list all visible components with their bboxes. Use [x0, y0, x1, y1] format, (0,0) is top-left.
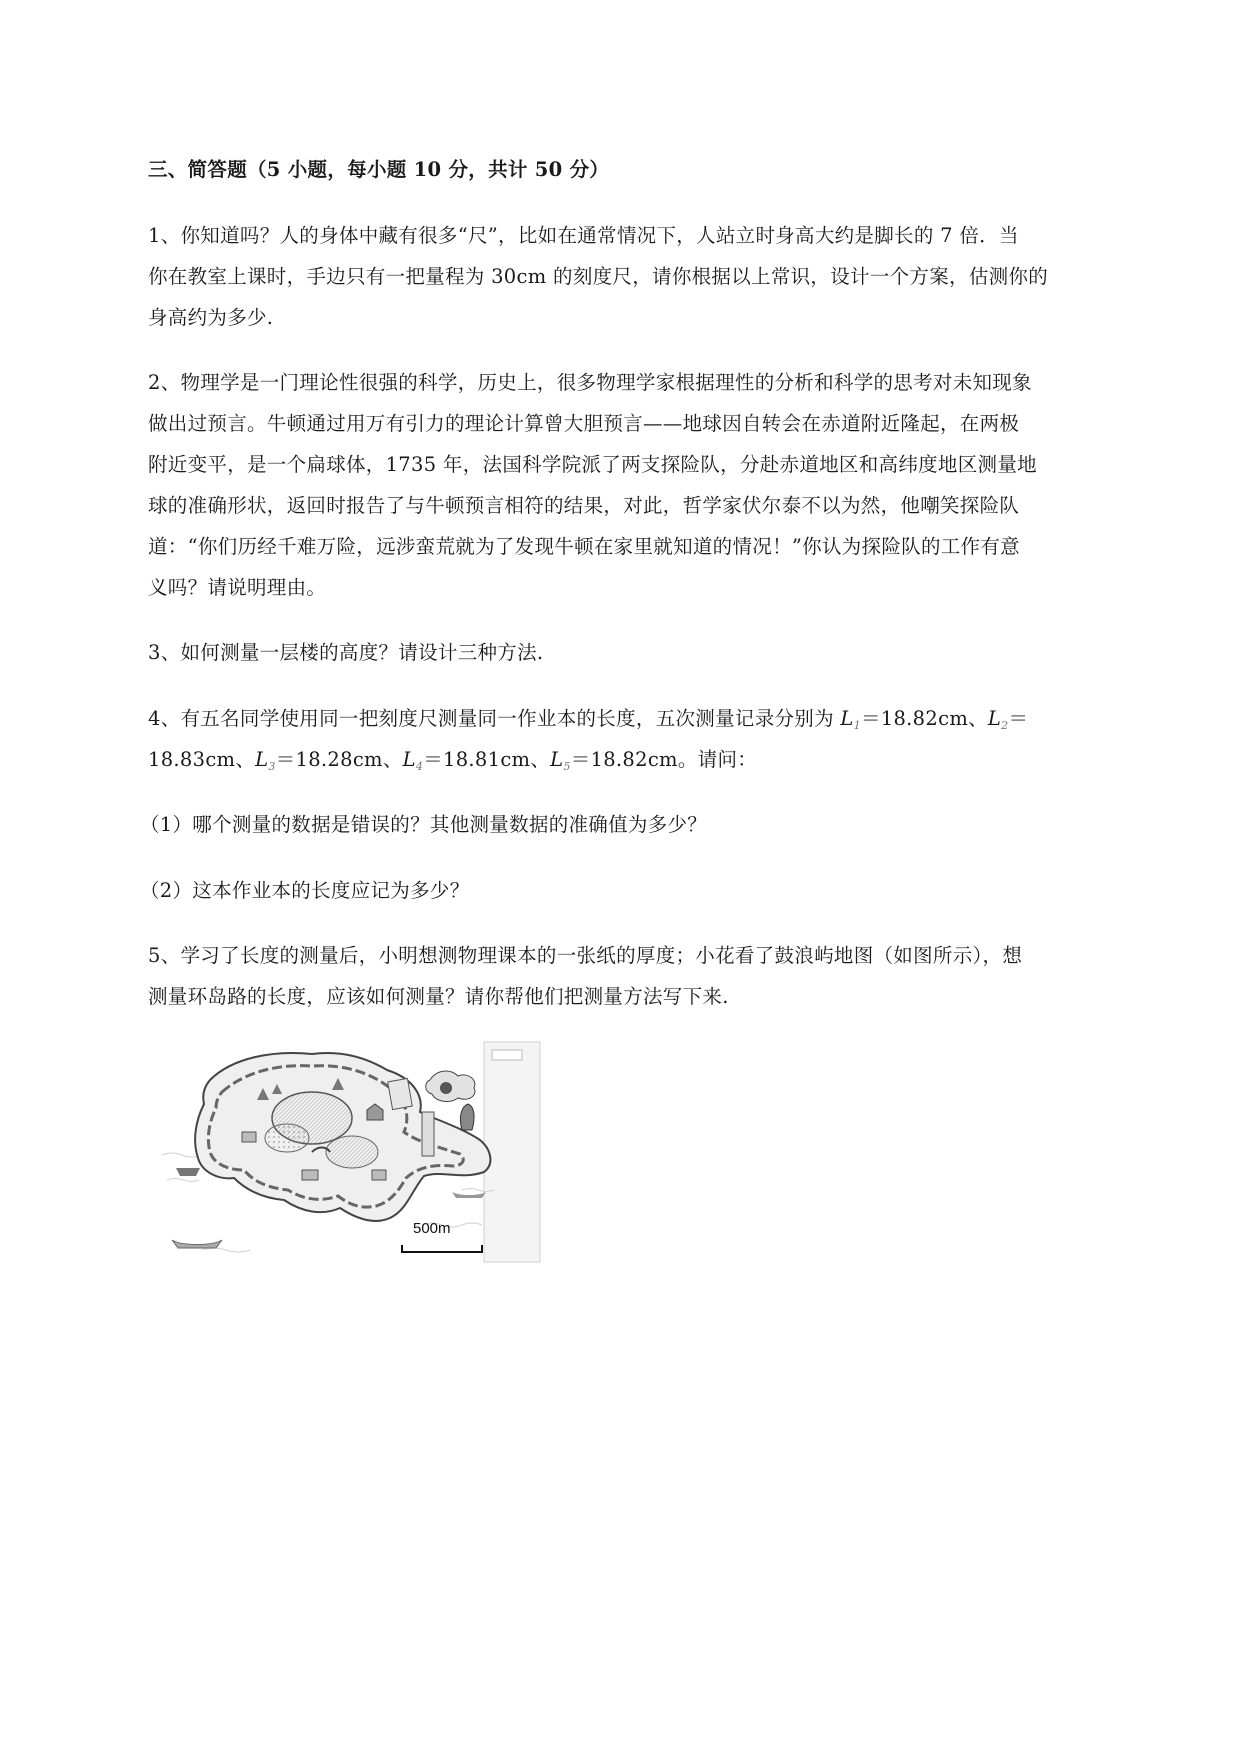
- q1-line-3: 身高约为多少.: [148, 306, 274, 329]
- scale-bar: [402, 1245, 482, 1252]
- q3-text: 3、如何测量一层楼的高度？请设计三种方法.: [148, 641, 544, 664]
- q2-line-6: 义吗？请说明理由。: [148, 576, 327, 599]
- statue-illustration: [460, 1104, 474, 1130]
- boat-left: [176, 1168, 200, 1176]
- q2-line-2: 做出过预言。牛顿通过用万有引力的理论计算曾大胆预言——地球因自转会在赤道附近隆起，在两极: [148, 412, 1020, 435]
- q1-line-1: 1、你知道吗？人的身体中藏有很多“尺”，比如在通常情况下，人站立时身高大约是脚长的 7 倍．当: [148, 224, 1019, 247]
- measurement-l1-value: ＝18.82cm、: [860, 707, 988, 730]
- q4-line-2: [148, 750, 757, 772]
- map-illustration: [162, 1040, 542, 1265]
- q5-line-2: 测量环岛路的长度，应该如何测量？请你帮他们把测量方法写下来.: [148, 985, 729, 1008]
- measurement-l2-value: 18.83cm、: [148, 748, 256, 771]
- scale-bar-label: 500m: [413, 1220, 451, 1237]
- measurement-l3-symbol: $L_3$: [255, 748, 276, 773]
- q2-line-1: 2、物理学是一门理论性很强的科学，历史上，很多物理学家根据理性的分析和科学的思考对未知现象: [148, 371, 1032, 394]
- boat-bottom: [172, 1240, 222, 1248]
- map-side-panel: [484, 1042, 540, 1262]
- q2-line-3: 附近变平，是一个扁球体，1735 年，法国科学院派了两支探险队，分赴赤道地区和高纬度地区测量地: [148, 453, 1037, 476]
- q1-line-2: 你在教室上课时，手边只有一把量程为 30cm 的刻度尺，请你根据以上常识，设计一个方案，估测你的: [148, 265, 1049, 288]
- q2-line-4: 球的准确形状，返回时报告了与牛顿预言相符的结果，对此，哲学家伏尔泰不以为然，他嘲笑探险队: [148, 494, 1020, 517]
- q4-part-1: （1）哪个测量的数据是错误的？其他测量数据的准确值为多少？: [140, 813, 708, 836]
- measurement-l4-value: ＝18.81cm、: [423, 748, 551, 771]
- q2-line-5: 道：“你们历经千难万险，远涉蛮荒就为了发现牛顿在家里就知道的情况！”你认为探险队的工作有意: [148, 535, 1020, 558]
- measurement-l4-symbol: $L_4$: [402, 748, 424, 773]
- q4-line-1: [148, 709, 1028, 731]
- q4-part-2: （2）这本作业本的长度应记为多少？: [140, 879, 470, 902]
- q4-intro: 4、有五名同学使用同一把刻度尺测量同一作业本的长度，五次测量记录分别为: [148, 707, 841, 730]
- section-title: 三、简答题（5 小题，每小题 10 分，共计 50 分）: [148, 158, 610, 181]
- q5-line-1: 5、学习了长度的测量后，小明想测物理课本的一张纸的厚度；小花看了鼓浪屿地图（如图所示），想: [148, 944, 1023, 967]
- measurement-l2-symbol: $L_2$: [987, 707, 1009, 732]
- measurement-l5-value: ＝18.82cm。请问：: [570, 748, 758, 771]
- measurement-l3-value: ＝18.28cm、: [275, 748, 403, 771]
- gulangyu-map-figure: [162, 1040, 542, 1265]
- measurement-l2-equals: ＝: [1008, 707, 1029, 730]
- measurement-l1-symbol: $L_1$: [840, 707, 861, 732]
- measurement-l5-symbol: $L_5$: [550, 748, 571, 773]
